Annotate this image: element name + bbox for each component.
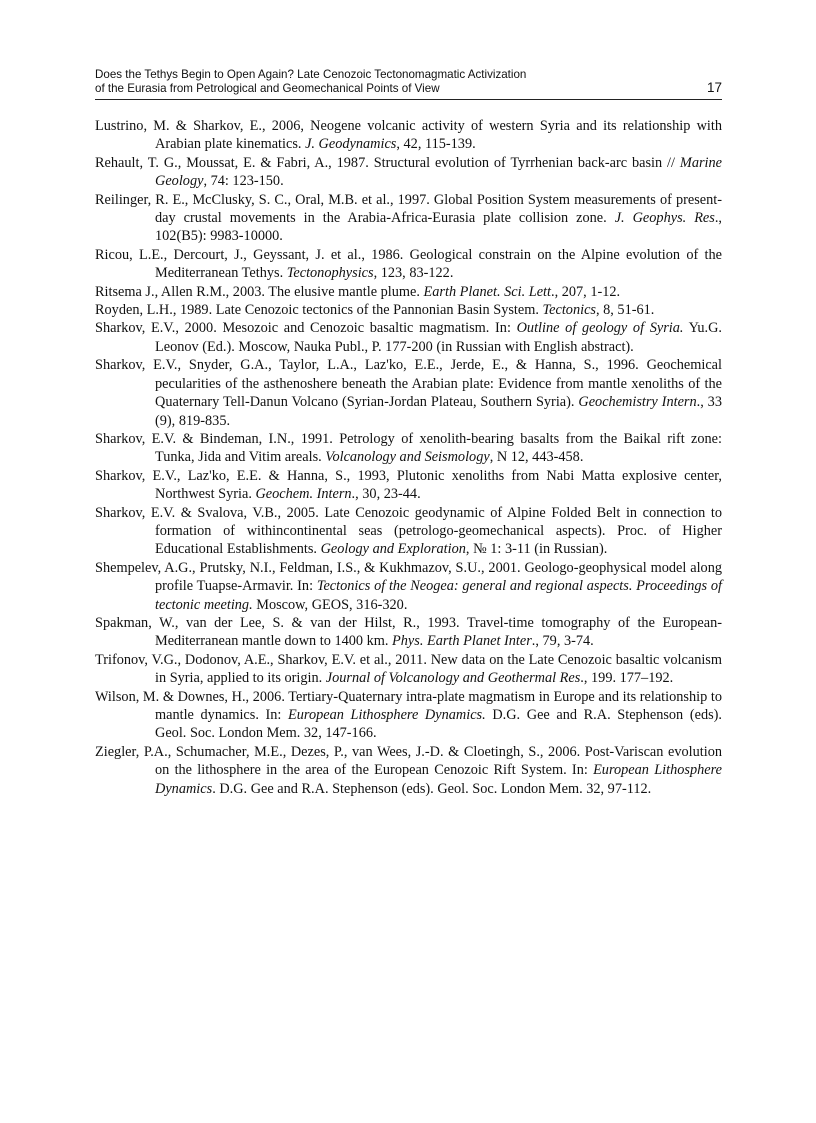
reference-journal: Phys. Earth Planet Inter bbox=[392, 633, 532, 650]
reference-item bbox=[95, 246, 722, 283]
running-title-line-2: of the Eurasia from Petrological and Geomechanical Points of View bbox=[95, 81, 440, 95]
reference-details: , 42, 115-139. bbox=[396, 136, 476, 153]
reference-item bbox=[95, 283, 722, 301]
reference-journal: Journal of Volcanology and Geothermal Res bbox=[325, 670, 581, 687]
reference-journal: Tectonics bbox=[542, 302, 596, 319]
reference-text: Lustrino, M. & Sharkov, E., 2006, Neogene volcanic activity of western Syria and its relationship with Arabian plate kinematics. bbox=[95, 118, 722, 153]
running-title bbox=[95, 68, 655, 95]
reference-item bbox=[95, 191, 722, 246]
reference-journal: Geochemistry Intern bbox=[578, 394, 697, 411]
reference-details: , 8, 51-61. bbox=[595, 302, 655, 319]
reference-text: Ziegler, P.A., Schumacher, M.E., Dezes, P., van Wees, J.-D. & Cloetingh, S., 2006. Post-Variscan evolution on the lithosphere in the area of the European Cenozoic Rift System. In: bbox=[95, 743, 722, 779]
reference-details: ., 199. 177–192. bbox=[580, 670, 674, 687]
reference-details: ., 207, 1-12. bbox=[551, 283, 621, 300]
reference-item bbox=[95, 651, 722, 688]
reference-details: Moscow, GEOS, 316-320. bbox=[252, 596, 408, 613]
reference-item bbox=[95, 688, 722, 743]
reference-journal: European Lithosphere Dynamics bbox=[155, 762, 722, 797]
reference-text: Reilinger, R. E., McClusky, S. C., Oral, M.B. et al., 1997. Global Position System measurements of present-day crustal movements in the Arabia-Africa-Eurasia plate collision zone. bbox=[95, 191, 722, 227]
reference-details: , № 1: 3-11 (in Russian). bbox=[465, 541, 608, 558]
running-header bbox=[95, 68, 722, 100]
reference-text: Sharkov, E.V. & Svalova, V.B., 2005. Late Cenozoic geodynamic of Alpine Folded Belt in connection to formation of withincontinental seas (petrologo-geomechanical aspects). Proc. of Higher Educational Establishments. bbox=[95, 504, 722, 558]
reference-text: Wilson, M. & Downes, H., 2006. Tertiary-Quaternary intra-plate magmatism in Europe and its relationship to mantle dynamics. In: bbox=[95, 688, 722, 723]
reference-item bbox=[95, 430, 722, 467]
reference-journal: J. Geodynamics bbox=[305, 136, 397, 153]
reference-item bbox=[95, 504, 722, 559]
reference-text: Rehault, T. G., Moussat, E. & Fabri, A., 1987. Structural evolution of Tyrrhenian back-arc basin // bbox=[95, 154, 680, 171]
reference-item bbox=[95, 743, 722, 798]
reference-text: Shempelev, A.G., Prutsky, N.I., Feldman, I.S., & Kukhmazov, S.U., 2001. Geologo-geophysical model along profile Tuapse-Armavir. In: bbox=[95, 559, 722, 595]
reference-text: Spakman, W., van der Lee, S. & van der Hilst, R., 1993. Travel-time tomography of the European-Mediterranean mantle down to 1400 km. bbox=[95, 614, 722, 650]
reference-journal: Volcanology and Seismology bbox=[325, 449, 490, 466]
reference-details: ., 30, 23-44. bbox=[351, 486, 421, 503]
reference-journal: Geology and Exploration bbox=[320, 541, 466, 558]
running-title-line-1: Does the Tethys Begin to Open Again? Late Cenozoic Tectonomagmatic Activization bbox=[95, 68, 527, 81]
reference-item bbox=[95, 301, 722, 319]
reference-journal: European Lithosphere Dynamics. bbox=[288, 707, 486, 723]
reference-text: Sharkov, E.V., 2000. Mesozoic and Cenozoic basaltic magmatism. In: bbox=[95, 320, 517, 337]
reference-details: , N 12, 443-458. bbox=[489, 449, 584, 466]
page-number: 17 bbox=[706, 80, 722, 95]
reference-text: Royden, L.H., 1989. Late Cenozoic tectonics of the Pannonian Basin System. bbox=[95, 302, 543, 319]
reference-text: Ritsema J., Allen R.M., 2003. The elusive mantle plume. bbox=[95, 283, 424, 300]
reference-text: Sharkov, E.V. & Bindeman, I.N., 1991. Petrology of xenolith-bearing basalts from the Baikal rift zone: Tunka, Jida and Vitim areals. bbox=[95, 430, 722, 466]
reference-journal: Tectonics of the Neogea: general and regional aspects. Proceedings of tectonic meeting. bbox=[155, 578, 723, 613]
reference-item bbox=[95, 117, 722, 154]
reference-details: ., 102(B5): 9983-10000. bbox=[155, 210, 722, 245]
reference-item bbox=[95, 319, 722, 356]
reference-journal: Geochem. Intern bbox=[255, 486, 352, 503]
reference-item bbox=[95, 467, 722, 504]
reference-journal: Tectonophysics bbox=[286, 265, 374, 282]
reference-details: ., 33 (9), 819-835. bbox=[155, 394, 722, 429]
reference-journal: Earth Planet. Sci. Lett bbox=[423, 283, 551, 300]
reference-text: Trifonov, V.G., Dodonov, A.E., Sharkov, E.V. et al., 2011. New data on the Late Cenozoic basaltic volcanism in Syria, applied to its origin. bbox=[95, 651, 722, 687]
reference-journal: Marine Geology bbox=[155, 154, 722, 190]
reference-text: Ricou, L.E., Dercourt, J., Geyssant, J. et al., 1986. Geological constrain on the Alpine evolution of the Mediterranean Tethys. bbox=[95, 246, 722, 282]
reference-list bbox=[95, 117, 722, 798]
reference-details: ., 79, 3-74. bbox=[531, 633, 594, 650]
reference-details: D.G. Gee and R.A. Stephenson (eds). Geol. Soc. London Mem. 32, 147-166. bbox=[155, 707, 722, 742]
reference-item bbox=[95, 559, 722, 614]
reference-text: Sharkov, E.V., Snyder, G.A., Taylor, L.A., Laz'ko, E.E., Jerde, E., & Hanna, S., 1996. Geochemical pecularities of the asthenoshere beneath the Arabian plate: Evidence from mantle xenoliths of the Quaternary Tell-Danun Volcano (Syrian-Jordan Plateau, Southern Syria). bbox=[95, 357, 722, 411]
reference-details: , 74: 123-150. bbox=[203, 173, 284, 190]
reference-journal: J. Geophys. Res bbox=[614, 210, 715, 227]
reference-details: . D.G. Gee and R.A. Stephenson (eds). Geol. Soc. London Mem. 32, 97-112. bbox=[212, 780, 652, 797]
reference-text: Sharkov, E.V., Laz'ko, E.E. & Hanna, S., 1993, Plutonic xenoliths from Nabi Matta explosive center, Northwest Syria. bbox=[95, 467, 722, 503]
reference-item bbox=[95, 356, 722, 430]
reference-journal: Outline of geology of Syria. bbox=[516, 320, 684, 337]
reference-item bbox=[95, 614, 722, 651]
reference-details: Yu.G. Leonov (Ed.). Moscow, Nauka Publ., P. 177-200 (in Russian with English abstract). bbox=[155, 320, 722, 355]
reference-details: , 123, 83-122. bbox=[373, 265, 454, 282]
reference-item bbox=[95, 154, 722, 191]
